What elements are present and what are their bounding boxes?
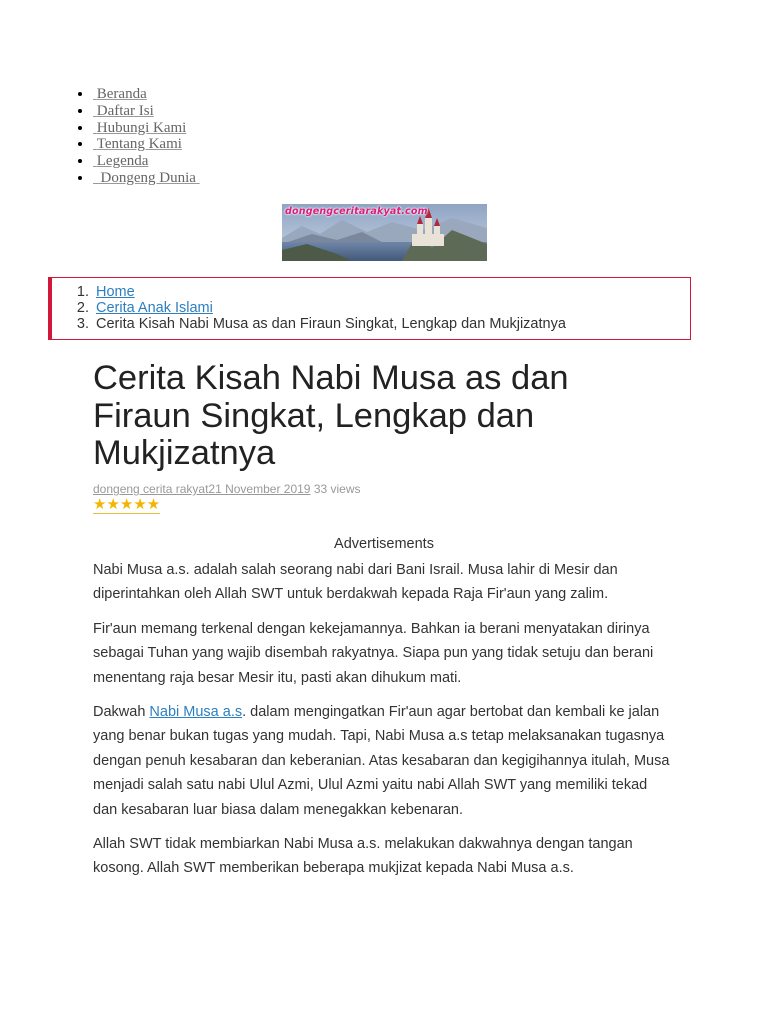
nav-item-beranda: [93, 86, 200, 103]
paragraph-3: [93, 700, 675, 822]
breadcrumb-link-category[interactable]: Cerita Anak Islami: [96, 300, 213, 316]
nav-link-label: Daftar Isi: [96, 102, 154, 119]
nav-item-legenda: [93, 153, 200, 170]
article-content: [93, 558, 675, 891]
nav-item-dongeng-dunia: [93, 170, 200, 187]
breadcrumb-item-home: [93, 284, 690, 300]
nav-link-label: Legenda: [96, 153, 149, 170]
nav-item-hubungi-kami: [93, 120, 200, 137]
breadcrumb: [48, 277, 691, 340]
nav-item-tentang-kami: [93, 136, 200, 153]
post-date: 21 November 2019: [208, 482, 311, 496]
banner-logo-text: dongengceritarakyat.com: [285, 206, 428, 217]
nav-link-legenda[interactable]: [93, 153, 148, 169]
nav-link-label: Hubungi Kami: [96, 119, 187, 136]
nav-link-dongeng-dunia[interactable]: [93, 170, 200, 186]
nav-item-daftar-isi: [93, 103, 200, 120]
nav-link-beranda[interactable]: [93, 86, 147, 102]
nav-link-tentang-kami[interactable]: [93, 136, 182, 152]
breadcrumb-item-current: 3. Cerita Kisah Nabi Musa as dan Firaun Singkat, Lengkap dan Mukjizatnya: [93, 316, 690, 332]
nav-link-label: Beranda: [96, 86, 147, 102]
ads-label: Advertisements: [334, 536, 434, 552]
author-name: dongeng cerita rakyat: [93, 482, 209, 496]
article-title: Cerita Kisah Nabi Musa as dan Firaun Singkat, Lengkap dan Mukjizatnya: [93, 359, 569, 472]
paragraph-1: Nabi Musa a.s. adalah salah seorang nabi dari Bani Israil. Musa lahir di Mesir dan diperintahkan oleh Allah SWT untuk berdakwah kepada Raja Fir'aun yang zalim.: [93, 562, 618, 603]
nav-link-daftar-isi[interactable]: [93, 103, 154, 119]
paragraph-2: Fir'aun memang terkenal dengan kekejamannya. Bahkan ia berani menyatakan dirinya sebagai Tuhan yang wajib disembah rakyatnya. Siapa pun yang tidak setuju dan berani menentang raja besar Mesir itu, pasti akan dihukum mati.: [93, 620, 654, 686]
site-banner-logo[interactable]: [282, 204, 487, 261]
breadcrumb-item-category: [93, 300, 690, 316]
nav-link-label: Tentang Kami: [96, 136, 182, 153]
view-count: 33 views: [310, 482, 361, 496]
paragraph-4: Allah SWT tidak membiarkan Nabi Musa a.s. melakukan dakwahnya dengan tangan kosong. Allah SWT memberikan beberapa mukjizat kepada Nabi Musa a.s.: [93, 836, 633, 877]
rating-stars[interactable]: ★★★★★: [93, 496, 161, 513]
nav-link-label: Dongeng Dunia: [100, 169, 196, 186]
paragraph-3-text-a: Dakwah: [93, 704, 150, 721]
paragraph-3-text-b: . dalam mengingatkan Fir'aun agar bertobat dan kembali ke jalan yang benar bukan tugas yang mudah. Tapi, Nabi Musa a.s tetap melaksanakan tugasnya dengan penuh kesabaran dan keberanian. Atas kesabaran dan kegigihannya itulah, Musa menjadi salah satu nabi Ulul Azmi, Ulul Azmi yaitu nabi Allah SWT yang memiliki tekad dan kesabaran luar biasa dalam menegakkan kebenaran.: [93, 704, 670, 818]
top-nav: [68, 86, 200, 187]
article-meta: [93, 482, 361, 496]
author-link[interactable]: [93, 482, 310, 496]
nav-link-hubungi-kami[interactable]: [93, 120, 186, 136]
nabi-musa-link[interactable]: Nabi Musa a.s: [149, 704, 243, 721]
breadcrumb-link-home[interactable]: Home: [96, 284, 135, 300]
